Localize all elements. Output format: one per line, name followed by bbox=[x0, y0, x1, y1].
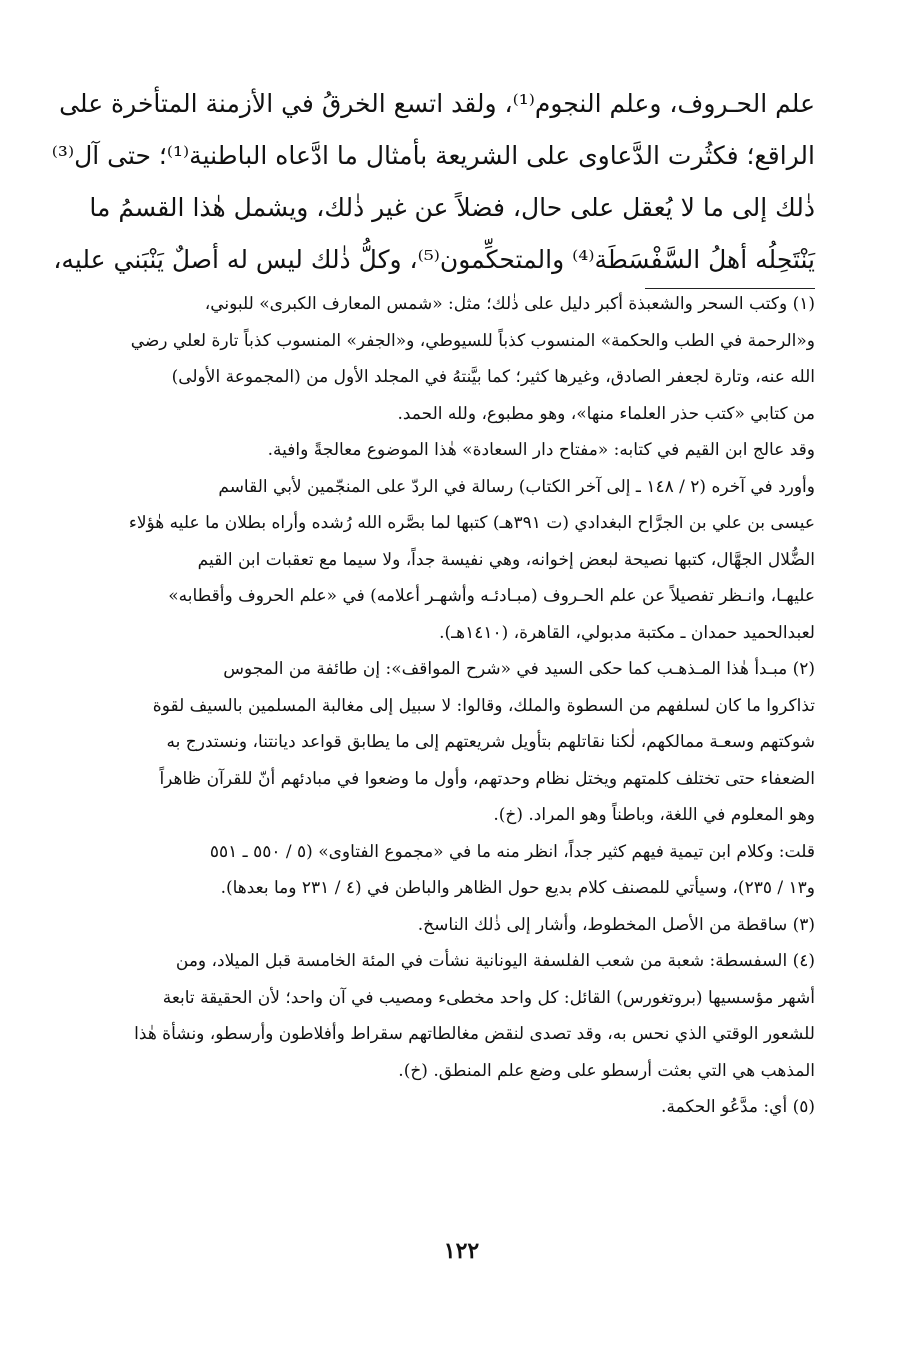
main-text-line: علم الحـروف، وعلم النجوم⁽¹⁾، ولقد اتسع الخرقُ في الأزمنة المتأخرة على bbox=[59, 89, 815, 118]
footnote-line: لعبدالحميد حمدان ـ مكتبة مدبولي، القاهرة، (١٤١٠هـ). bbox=[439, 622, 815, 643]
footnote-line: وأورد في آخره (٢ / ١٤٨ ـ إلى آخر الكتاب) رسالة في الردّ على المنجّمين لأبي القاسم bbox=[218, 476, 815, 497]
footnote-line: و«الرحمة في الطب والحكمة» المنسوب كذباً للسيوطي، و«الجفر» المنسوب كذباً تارة لعلي رضي bbox=[130, 330, 815, 351]
page-number: ١٢٢ bbox=[443, 1238, 480, 1264]
footnote-line: الضُّلال الجهَّال، كتبها نصيحة لبعض إخوانه، وهي نفيسة جداً، ولا سيما مع تعقبات ابن القيم bbox=[197, 549, 815, 570]
footnote-line: أشهر مؤسسيها (بروتغورس) القائل: كل واحد مخطىء ومصيب في آن واحد؛ لأن الحقيقة تابعة bbox=[162, 987, 815, 1008]
footnote-line: (٥) أي: مدَّعُو الحكمة. bbox=[661, 1097, 815, 1117]
footnote-line: وهو المعلوم في اللغة، وباطناً وهو المراد. (خ). bbox=[493, 805, 815, 825]
footnote-line: قلت: وكلام ابن تيمية فيهم كثير جداً، انظر منه ما في «مجموع الفتاوى» (٥ / ٥٥٠ ـ ٥٥١ bbox=[209, 841, 815, 862]
footnote-line: شوكتهم وسعـة ممالكهم، لٰكنا نقاتلهم بتأويل شريعتهم إلى ما يطابق قواعد ديانتنا، ونستدرج به bbox=[166, 732, 815, 752]
footnote-line: (٢) مبـدأ هٰذا المـذهـب كما حكى السيد في «شرح المواقف»: إن طائفة من المجوس bbox=[223, 659, 815, 679]
main-text-line: ذٰلك إلى ما لا يُعقل على حال، فضلاً عن غير ذٰلك، ويشمل هٰذا القسمُ ما bbox=[89, 193, 815, 222]
footnote-line: (٤) السفسطة: شعبة من شعب الفلسفة اليونانية نشأت في المئة الخامسة قبل الميلاد، ومن bbox=[175, 951, 815, 971]
footnote-line: من كتابي «كتب حذر العلماء منها»، وهو مطبوع، ولله الحمد. bbox=[397, 403, 815, 424]
footnote-line: و١٣ / ٢٣٥)، وسيأتي للمصنف كلام بديع حول الظاهر والباطن في (٤ / ٢٣١ وما بعدها). bbox=[220, 878, 815, 898]
main-text-line: الراقع؛ فكثُرت الدَّعاوى على الشريعة بأمثال ما ادَّعاه الباطنية⁽¹⁾؛ حتى آل⁽³⁾ bbox=[51, 141, 815, 170]
footnote-line: المذهب هي التي بعثت أرسطو على وضع علم المنطق. (خ). bbox=[398, 1060, 815, 1081]
footnotes-section bbox=[105, 286, 815, 1126]
footnote-line: (١) وكتب السحر والشعبذة أكبر دليل على ذٰلك؛ مثل: «شمس المعارف الكبرى» للبوني، bbox=[204, 294, 815, 314]
footnote-line: للشعور الوقتي الذي نحس به، وقد تصدى لنقض مغالطاتهم سقراط وأفلاطون وأرسطو، ونشأة هٰذا bbox=[134, 1024, 815, 1044]
footnote-line: عليهـا، وانـظر تفصيلاً عن علم الحـروف (مبـادئـه وأشهـر أعلامه) في «علم الحروف وأقطابه» bbox=[168, 586, 815, 606]
footnote-line: الضعفاء حتى تختلف كلمتهم ويختل نظام وحدتهم، وأول ما وضعوا في مبادئهم أنّ للقرآن ظاهراً bbox=[159, 768, 815, 789]
footnote-line: وقد عالج ابن القيم في كتابه: «مفتاح دار السعادة» هٰذا الموضوع معالجةً وافية. bbox=[267, 440, 815, 460]
footnote-line: (٣) ساقطة من الأصل المخطوط، وأشار إلى ذٰلك الناسخ. bbox=[417, 914, 815, 935]
main-text-line: يَنْتَحِلُه أهلُ السَّفْسَطَة⁽⁴⁾ والمتحكِّمون⁽⁵⁾، وكلُّ ذٰلك ليس له أصلٌ يَنْبَني عليه، bbox=[53, 245, 815, 274]
main-body-text bbox=[51, 78, 815, 286]
footnote-line: عيسى بن علي بن الجرَّاح البغدادي (ت ٣٩١هـ) كتبها لما بصَّره الله رُشده وأراه بطلان ما عليه هٰؤلاء bbox=[128, 513, 815, 533]
footnote-line: الله عنه، وتارة لجعفر الصادق، وغيرها كثير؛ كما بيَّنتهُ في المجلد الأول من (المجموعة الأولى) bbox=[171, 367, 815, 387]
footnote-line: تذاكروا ما كان لسلفهم من السطوة والملك، وقالوا: لا سبيل إلى مغالبة المسلمين بالسيف لقوة bbox=[152, 695, 815, 716]
